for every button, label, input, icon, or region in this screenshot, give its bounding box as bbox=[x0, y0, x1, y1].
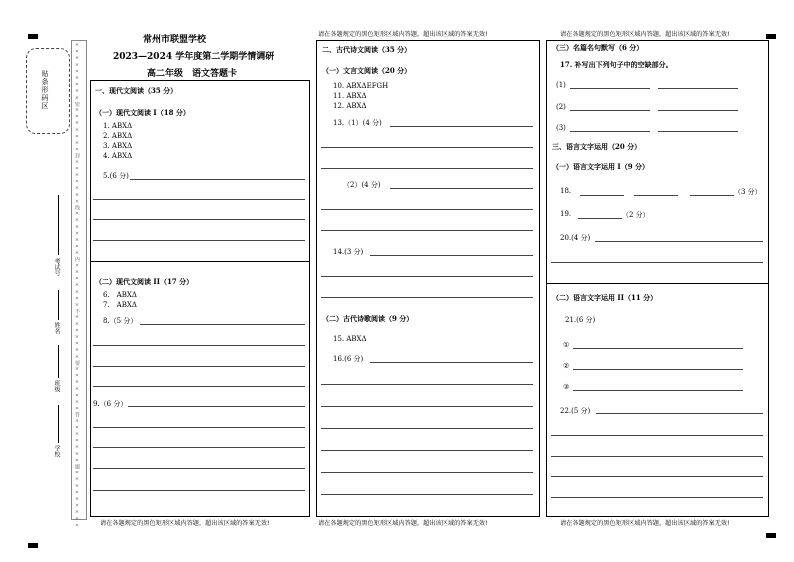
q8-answer-line[interactable] bbox=[93, 345, 305, 346]
q16-answer-line[interactable] bbox=[321, 472, 533, 473]
q18-answer-line[interactable] bbox=[580, 195, 624, 196]
q13-1-label: 13.（1）(4 分) bbox=[333, 119, 382, 127]
q21-answer-line[interactable] bbox=[573, 348, 743, 349]
school-line[interactable] bbox=[58, 405, 59, 443]
q21-answer-line[interactable] bbox=[573, 390, 743, 391]
section-3-heading: 三、语言文字运用（20 分） bbox=[552, 142, 642, 151]
q6-choice[interactable]: 6. ABXΔ bbox=[103, 291, 137, 299]
subsection-1-2-heading: （二）现代文阅读 II（17 分） bbox=[95, 277, 194, 286]
q13-2-answer-line[interactable] bbox=[321, 209, 533, 210]
q18-answer-line[interactable] bbox=[634, 195, 678, 196]
q20-answer-line[interactable] bbox=[595, 241, 763, 242]
q20-answer-line[interactable] bbox=[551, 262, 763, 263]
subsection-1-1-heading: （一）现代文阅读 I（18 分） bbox=[95, 108, 190, 117]
q8-label: 8.（5 分） bbox=[103, 317, 138, 325]
registration-mark-top-right bbox=[766, 34, 776, 39]
q5-label: 5.(6 分) bbox=[103, 172, 129, 180]
q13-1-answer-line[interactable] bbox=[390, 126, 533, 127]
q18-label: 18. bbox=[560, 187, 572, 195]
q7-choice[interactable]: 7. ABXΔ bbox=[103, 301, 137, 309]
q17-blank-2-label: (2) bbox=[556, 103, 566, 111]
q9-answer-line[interactable] bbox=[93, 490, 305, 491]
q8-answer-line[interactable] bbox=[93, 386, 305, 387]
q17-prompt: 17. 补写出下列句子中的空缺部分。 bbox=[560, 60, 673, 69]
answer-panel-3 bbox=[546, 40, 769, 517]
section-1-heading: 一、现代文阅读（35 分） bbox=[95, 86, 178, 95]
q12-choice[interactable]: 12. ABXΔ bbox=[333, 102, 367, 110]
q16-answer-line[interactable] bbox=[370, 362, 533, 363]
q22-answer-line[interactable] bbox=[551, 476, 763, 477]
q21-answer-line[interactable] bbox=[573, 369, 743, 370]
q13-2-label: （2）(4 分) bbox=[343, 181, 381, 189]
registration-mark-bottom-left bbox=[28, 543, 38, 548]
class-label: 班级 bbox=[53, 380, 60, 392]
q14-answer-line[interactable] bbox=[370, 255, 533, 256]
section-divider bbox=[546, 283, 768, 284]
subsection-3-1-heading: （一）语言文字运用 I（9 分） bbox=[552, 162, 650, 171]
q13-1-answer-line[interactable] bbox=[321, 168, 533, 169]
q11-choice[interactable]: 11. ABXΔ bbox=[333, 92, 367, 100]
q16-answer-line[interactable] bbox=[321, 384, 533, 385]
section-divider bbox=[90, 261, 309, 262]
q21-item-2-label: ② bbox=[563, 362, 570, 370]
class-line[interactable] bbox=[58, 345, 59, 378]
q13-1-answer-line[interactable] bbox=[321, 147, 533, 148]
warning-bottom-col2: 请在各题规定的黑色矩形区域内答题，超出该区域的答案无效! bbox=[318, 520, 488, 527]
exam-number-line[interactable] bbox=[58, 195, 59, 255]
registration-mark-top-left bbox=[28, 34, 38, 39]
name-line[interactable] bbox=[58, 290, 59, 320]
subsection-3-2-heading: （二）语言文字运用 II（11 分） bbox=[552, 293, 658, 302]
q5-answer-line[interactable] bbox=[130, 179, 305, 180]
q9-label: 9.（6 分） bbox=[93, 400, 128, 408]
q16-answer-line[interactable] bbox=[321, 494, 533, 495]
q9-answer-line[interactable] bbox=[93, 468, 305, 469]
q17-blank-line[interactable] bbox=[658, 88, 738, 89]
q22-answer-line[interactable] bbox=[551, 435, 763, 436]
q5-answer-line[interactable] bbox=[93, 199, 305, 200]
q18-answer-line[interactable] bbox=[690, 195, 734, 196]
q9-answer-line[interactable] bbox=[93, 447, 305, 448]
q8-answer-line[interactable] bbox=[140, 324, 305, 325]
q9-answer-line[interactable] bbox=[93, 427, 305, 428]
q17-blank-line[interactable] bbox=[570, 131, 650, 132]
grade-subject-title: 高二年级 语文答题卡 bbox=[147, 69, 238, 79]
q3-choice[interactable]: 3. ABXΔ bbox=[103, 142, 133, 150]
q19-label: 19. bbox=[560, 210, 572, 218]
q16-label: 16.(6 分) bbox=[333, 355, 364, 363]
q5-answer-line[interactable] bbox=[93, 219, 305, 220]
q22-answer-line[interactable] bbox=[551, 497, 763, 498]
q21-label: 21.(6 分) bbox=[565, 316, 596, 324]
seal-line-text: ×××××××××密×××××××封×××××××线×××××××内×××××××不×××××××要×××××××答×××××××题××××××××× bbox=[74, 42, 80, 529]
q18-score: （3 分） bbox=[734, 188, 762, 196]
q22-answer-line[interactable] bbox=[596, 413, 763, 414]
q22-answer-line[interactable] bbox=[551, 456, 763, 457]
subsection-2-2-heading: （二）古代诗歌阅读（9 分） bbox=[322, 314, 414, 323]
q14-answer-line[interactable] bbox=[321, 276, 533, 277]
registration-mark-bottom-right bbox=[766, 533, 776, 538]
q1-choice[interactable]: 1. ABXΔ bbox=[103, 122, 133, 130]
answer-panel-2 bbox=[316, 40, 540, 517]
q17-blank-line[interactable] bbox=[570, 88, 650, 89]
q17-blank-line[interactable] bbox=[570, 110, 650, 111]
q13-2-answer-line[interactable] bbox=[321, 230, 533, 231]
subsection-2-3-heading: （三）名篇名句默写（6 分） bbox=[552, 43, 644, 52]
name-label: 姓名 bbox=[53, 322, 60, 334]
q17-blank-line[interactable] bbox=[658, 110, 738, 111]
q17-blank-1-label: (1) bbox=[556, 81, 566, 89]
school-label: 学校 bbox=[53, 445, 60, 457]
q14-label: 14.(3 分) bbox=[333, 248, 364, 256]
q17-blank-3-label: (3) bbox=[556, 124, 566, 132]
q2-choice[interactable]: 2. ABXΔ bbox=[103, 132, 133, 140]
q16-answer-line[interactable] bbox=[321, 406, 533, 407]
q14-answer-line[interactable] bbox=[321, 297, 533, 298]
warning-bottom-col3: 请在各题规定的黑色矩形区域内答题，超出该区域的答案无效! bbox=[560, 520, 730, 527]
q21-item-1-label: ① bbox=[563, 341, 570, 349]
q5-answer-line[interactable] bbox=[93, 240, 305, 241]
q8-answer-line[interactable] bbox=[93, 366, 305, 367]
term-title: 2023—2024 学年度第二学期学情调研 bbox=[113, 52, 275, 62]
q4-choice[interactable]: 4. ABXΔ bbox=[103, 152, 133, 160]
warning-top-col3: 请在各题规定的黑色矩形区域内答题，超出该区域的答案无效! bbox=[560, 31, 730, 38]
section-2-heading: 二、古代诗文阅读（35 分） bbox=[322, 45, 412, 54]
q21-item-3-label: ③ bbox=[563, 383, 570, 391]
q10-choice[interactable]: 10. ABXΔEFGH bbox=[333, 82, 389, 90]
q19-answer-line[interactable] bbox=[578, 218, 622, 219]
q20-label: 20.(4 分) bbox=[560, 234, 591, 242]
subsection-2-1-heading: （一）文言文阅读（20 分） bbox=[322, 66, 412, 75]
q22-label: 22.(5 分) bbox=[560, 407, 591, 415]
q15-choice[interactable]: 15. ABXΔ bbox=[333, 335, 367, 343]
q13-2-answer-line[interactable] bbox=[390, 188, 533, 189]
exam-number-label: 考试号 bbox=[53, 258, 60, 276]
school-title: 常州市联盟学校 bbox=[143, 35, 207, 45]
q16-answer-line[interactable] bbox=[321, 450, 533, 451]
q16-answer-line[interactable] bbox=[321, 428, 533, 429]
q9-answer-line[interactable] bbox=[128, 406, 305, 407]
q17-blank-line[interactable] bbox=[658, 131, 738, 132]
q19-score: （2 分） bbox=[622, 211, 650, 219]
barcode-area-label: 贴条形码区 bbox=[41, 70, 49, 110]
warning-top-col2: 请在各题规定的黑色矩形区域内答题，超出该区域的答案无效! bbox=[318, 31, 488, 38]
warning-bottom-col1: 请在各题规定的黑色矩形区域内答题，超出该区域的答案无效! bbox=[100, 520, 270, 527]
